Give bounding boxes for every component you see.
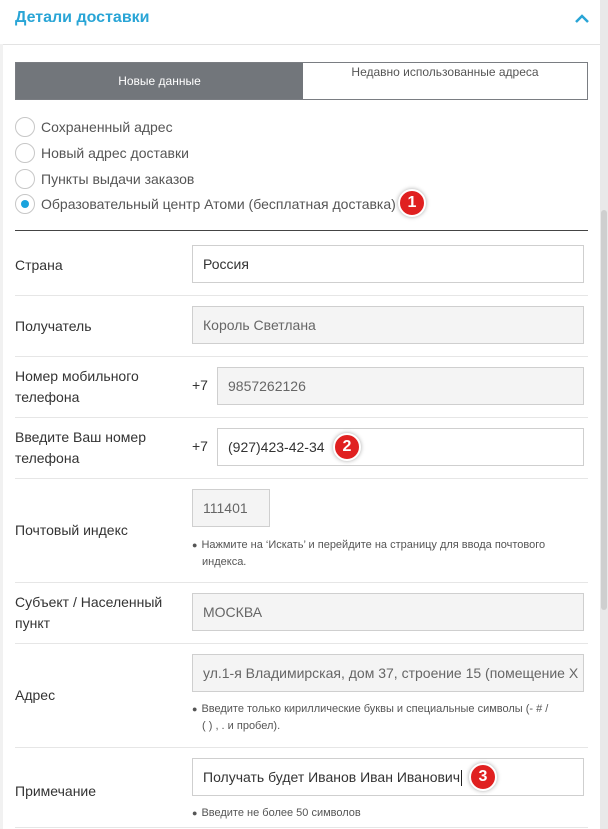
address-field: ул.1-я Владимирская, дом 37, строение 15 (помещение X bbox=[192, 654, 584, 692]
row-divider bbox=[15, 356, 588, 357]
phone-label bbox=[15, 427, 146, 469]
postal-hint bbox=[192, 537, 592, 571]
radio-label: Сохраненный адрес bbox=[41, 119, 173, 135]
recipient-field: Король Светлана bbox=[192, 306, 584, 344]
radio-saved-address[interactable] bbox=[15, 117, 515, 139]
note-field[interactable] bbox=[192, 758, 584, 796]
radio-circle[interactable] bbox=[15, 117, 35, 137]
mobile-field: 9857262126 bbox=[217, 367, 584, 405]
mobile-prefix: +7 bbox=[192, 377, 208, 393]
section-header[interactable] bbox=[0, 0, 600, 45]
row-divider bbox=[15, 478, 588, 479]
row-divider bbox=[15, 582, 588, 583]
address-hint-line-1: Введите только кириллические буквы и специальные символы (- # / bbox=[201, 703, 549, 715]
annotation-badge-3: 3 bbox=[469, 763, 497, 791]
phone-label-line-1: Введите Ваш номер bbox=[15, 429, 146, 445]
phone-label-line-2: телефона bbox=[15, 450, 80, 466]
note-hint bbox=[192, 805, 592, 822]
radio-label: Пункты выдачи заказов bbox=[41, 171, 195, 187]
row-divider bbox=[15, 643, 588, 644]
phone-prefix: +7 bbox=[192, 438, 208, 454]
radio-circle-selected[interactable] bbox=[15, 194, 35, 214]
postal-field: 111401 bbox=[192, 489, 270, 527]
postal-hint-line-2: индекса. bbox=[202, 556, 247, 568]
scrollbar[interactable] bbox=[600, 0, 608, 829]
annotation-badge-1: 1 bbox=[398, 189, 426, 217]
chevron-up-icon[interactable] bbox=[573, 12, 591, 26]
address-label: Адрес bbox=[15, 687, 56, 703]
scrollbar-thumb[interactable] bbox=[601, 210, 607, 610]
left-edge bbox=[0, 44, 3, 829]
text-cursor bbox=[461, 770, 462, 786]
radio-circle[interactable] bbox=[15, 143, 35, 163]
region-field: МОСКВА bbox=[192, 593, 584, 631]
section-title: Детали доставки bbox=[15, 9, 150, 26]
row-divider bbox=[15, 827, 588, 828]
mobile-label bbox=[15, 366, 139, 408]
region-label-line-1: Субъект / Населенный bbox=[15, 594, 163, 610]
bullet-icon: ● bbox=[192, 540, 198, 550]
mobile-label-line-2: телефона bbox=[15, 389, 80, 405]
note-hint-text: Введите не более 50 символов bbox=[201, 807, 361, 819]
address-tabs bbox=[15, 62, 588, 100]
tab-new-data[interactable]: Новые данные bbox=[16, 63, 303, 99]
radio-new-address[interactable] bbox=[15, 143, 515, 165]
address-hint bbox=[192, 701, 597, 735]
radio-pickup-points[interactable] bbox=[15, 169, 515, 191]
address-hint-line-2: ( ) , . и пробел). bbox=[202, 720, 281, 732]
postal-hint-line-1: Нажмите на ‘Искать’ и перейдите на страницу для ввода почтового bbox=[201, 539, 546, 551]
note-label: Примечание bbox=[15, 783, 97, 799]
radio-atomy-center[interactable] bbox=[15, 194, 515, 216]
country-label: Страна bbox=[15, 257, 63, 273]
divider bbox=[15, 230, 588, 231]
recipient-label: Получатель bbox=[15, 318, 92, 334]
bullet-icon: ● bbox=[192, 704, 198, 714]
radio-circle[interactable] bbox=[15, 169, 35, 189]
country-field[interactable]: Россия bbox=[192, 245, 584, 283]
mobile-label-line-1: Номер мобильного bbox=[15, 368, 139, 384]
postal-label: Почтовый индекс bbox=[15, 522, 128, 538]
bullet-icon: ● bbox=[192, 808, 198, 818]
tab-recent-addresses[interactable]: Недавно использованные адреса bbox=[303, 63, 587, 99]
row-divider bbox=[15, 747, 588, 748]
region-label-line-2: пункт bbox=[15, 615, 51, 631]
radio-label: Образовательный центр Атоми (бесплатная доставка) bbox=[41, 196, 396, 212]
region-label bbox=[15, 592, 162, 634]
phone-field[interactable]: (927)423-42-34 bbox=[217, 428, 584, 466]
note-value: Получать будет Иванов Иван Иванович bbox=[203, 769, 461, 785]
row-divider bbox=[15, 417, 588, 418]
annotation-badge-2: 2 bbox=[333, 433, 361, 461]
row-divider bbox=[15, 295, 588, 296]
radio-label: Новый адрес доставки bbox=[41, 145, 189, 161]
